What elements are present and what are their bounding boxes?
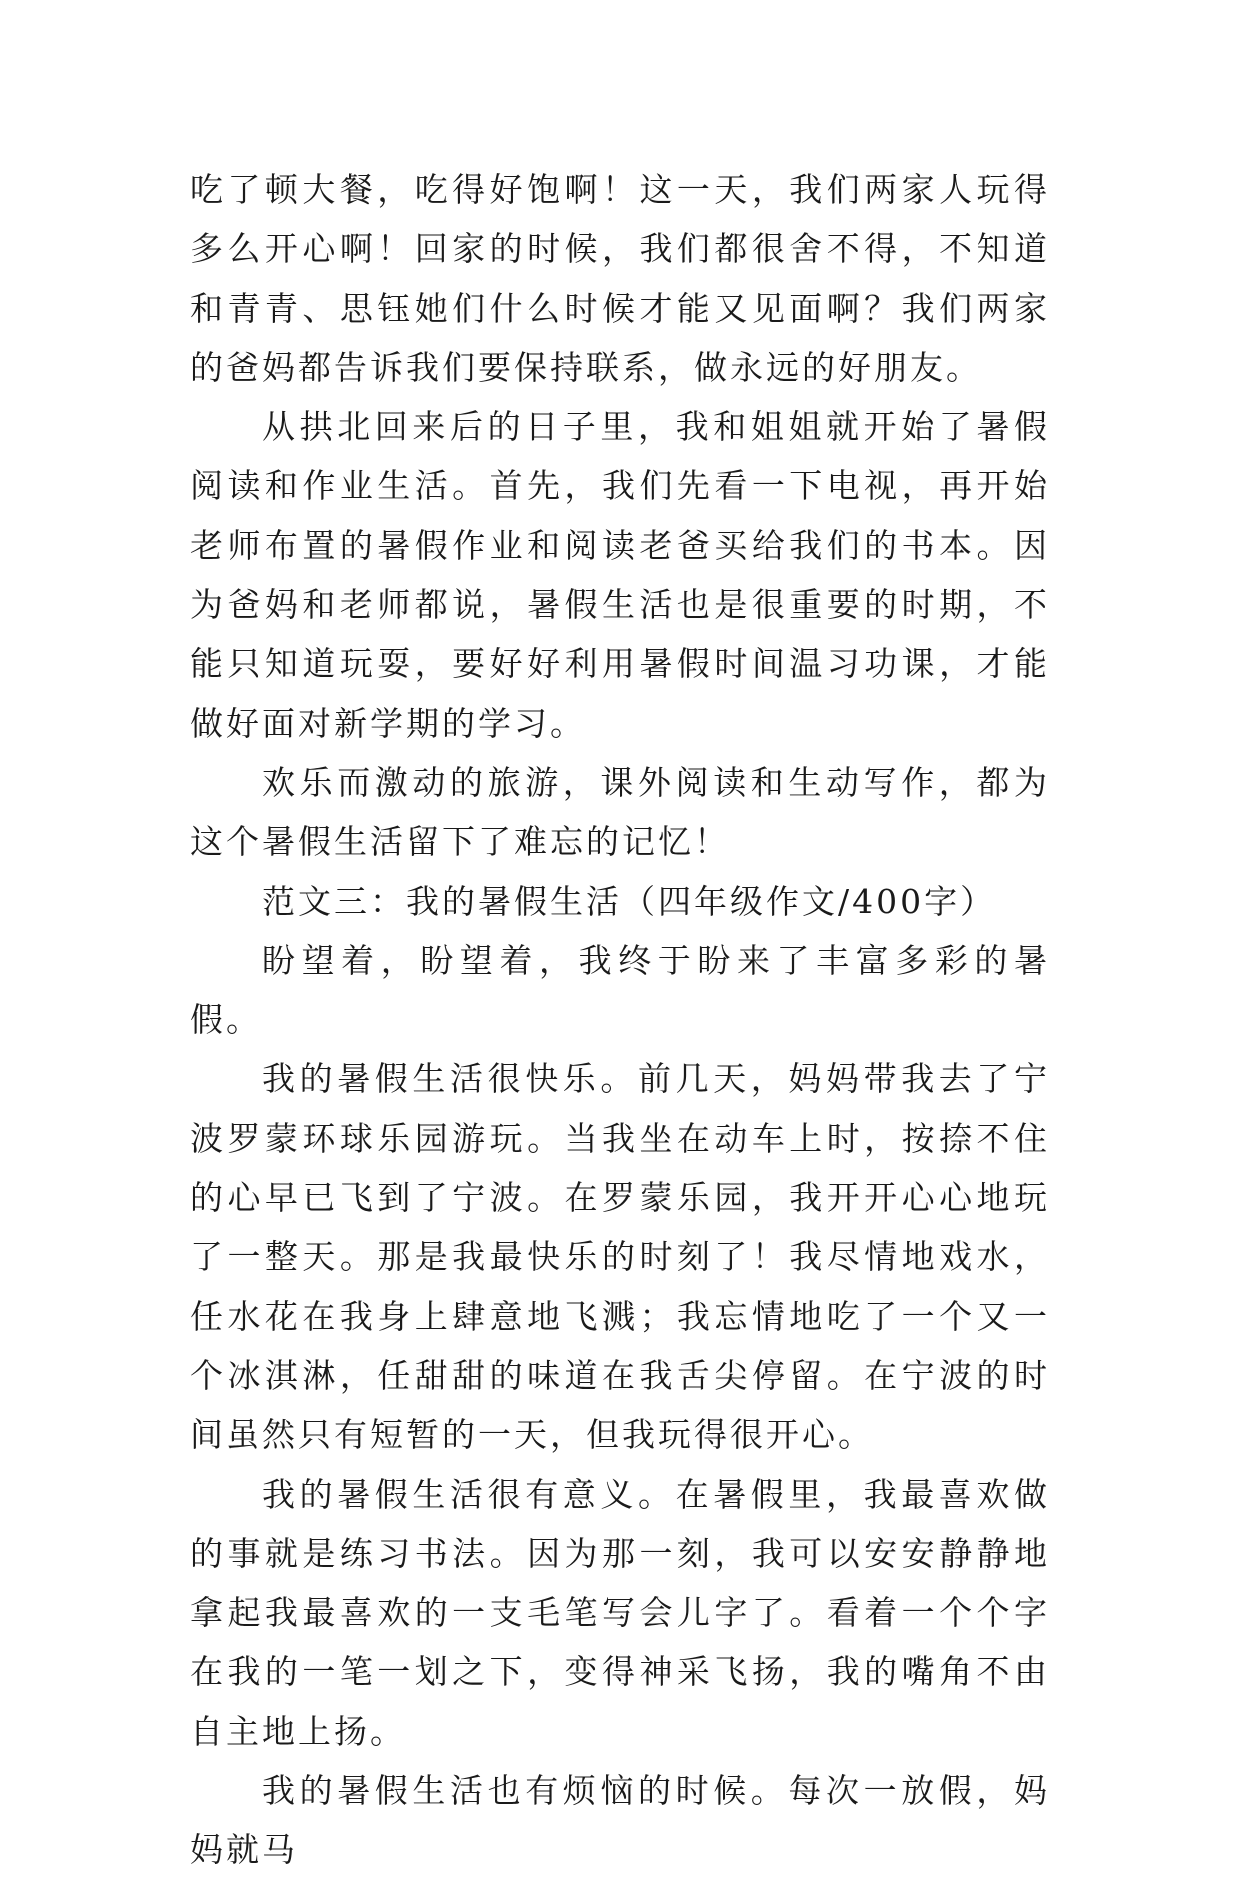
section-heading: 范文三：我的暑假生活（四年级作文/400字） [262, 881, 997, 921]
paragraph-5: 盼望着，盼望着，我终于盼来了丰富多彩的暑假。 [190, 940, 1050, 1040]
paragraph-7: 我的暑假生活很有意义。在暑假里，我最喜欢做的事就是练习书法。因为那一刻，我可以安安静静地拿起我最喜欢的一支毛笔写会儿字了。看着一个个字在我的一笔一划之下，变得神采飞扬，我的嘴角不由自主地上扬。 [190, 1474, 1050, 1751]
document-body [190, 160, 1050, 1880]
paragraph-1: 吃了顿大餐，吃得好饱啊！这一天，我们两家人玩得多么开心啊！回家的时候，我们都很舍不得，不知道和青青、思钰她们什么时候才能又见面啊？我们两家的爸妈都告诉我们要保持联系，做永远的好朋友。 [190, 170, 1050, 387]
paragraph-8: 我的暑假生活也有烦恼的时候。每次一放假，妈妈就马 [190, 1771, 1050, 1870]
paragraph-3: 欢乐而激动的旅游，课外阅读和生动写作，都为这个暑假生活留下了难忘的记忆！ [190, 762, 1050, 862]
paragraph-6: 我的暑假生活很快乐。前几天，妈妈带我去了宁波罗蒙环球乐园游玩。当我坐在动车上时，按捺不住的心早已飞到了宁波。在罗蒙乐园，我开开心心地玩了一整天。那是我最快乐的时刻了！我尽情地戏水，任水花在我身上肆意地飞溅；我忘情地吃了一个又一个冰淇淋，任甜甜的味道在我舌尖停留。在宁波的时间虽然只有短暂的一天，但我玩得很开心。 [190, 1059, 1050, 1455]
paragraph-2: 从拱北回来后的日子里，我和姐姐就开始了暑假阅读和作业生活。首先，我们先看一下电视，再开始老师布置的暑假作业和阅读老爸买给我们的书本。因为爸妈和老师都说，暑假生活也是很重要的时期，不能只知道玩耍，要好好利用暑假时间温习功课，才能做好面对新学期的学习。 [190, 407, 1050, 743]
